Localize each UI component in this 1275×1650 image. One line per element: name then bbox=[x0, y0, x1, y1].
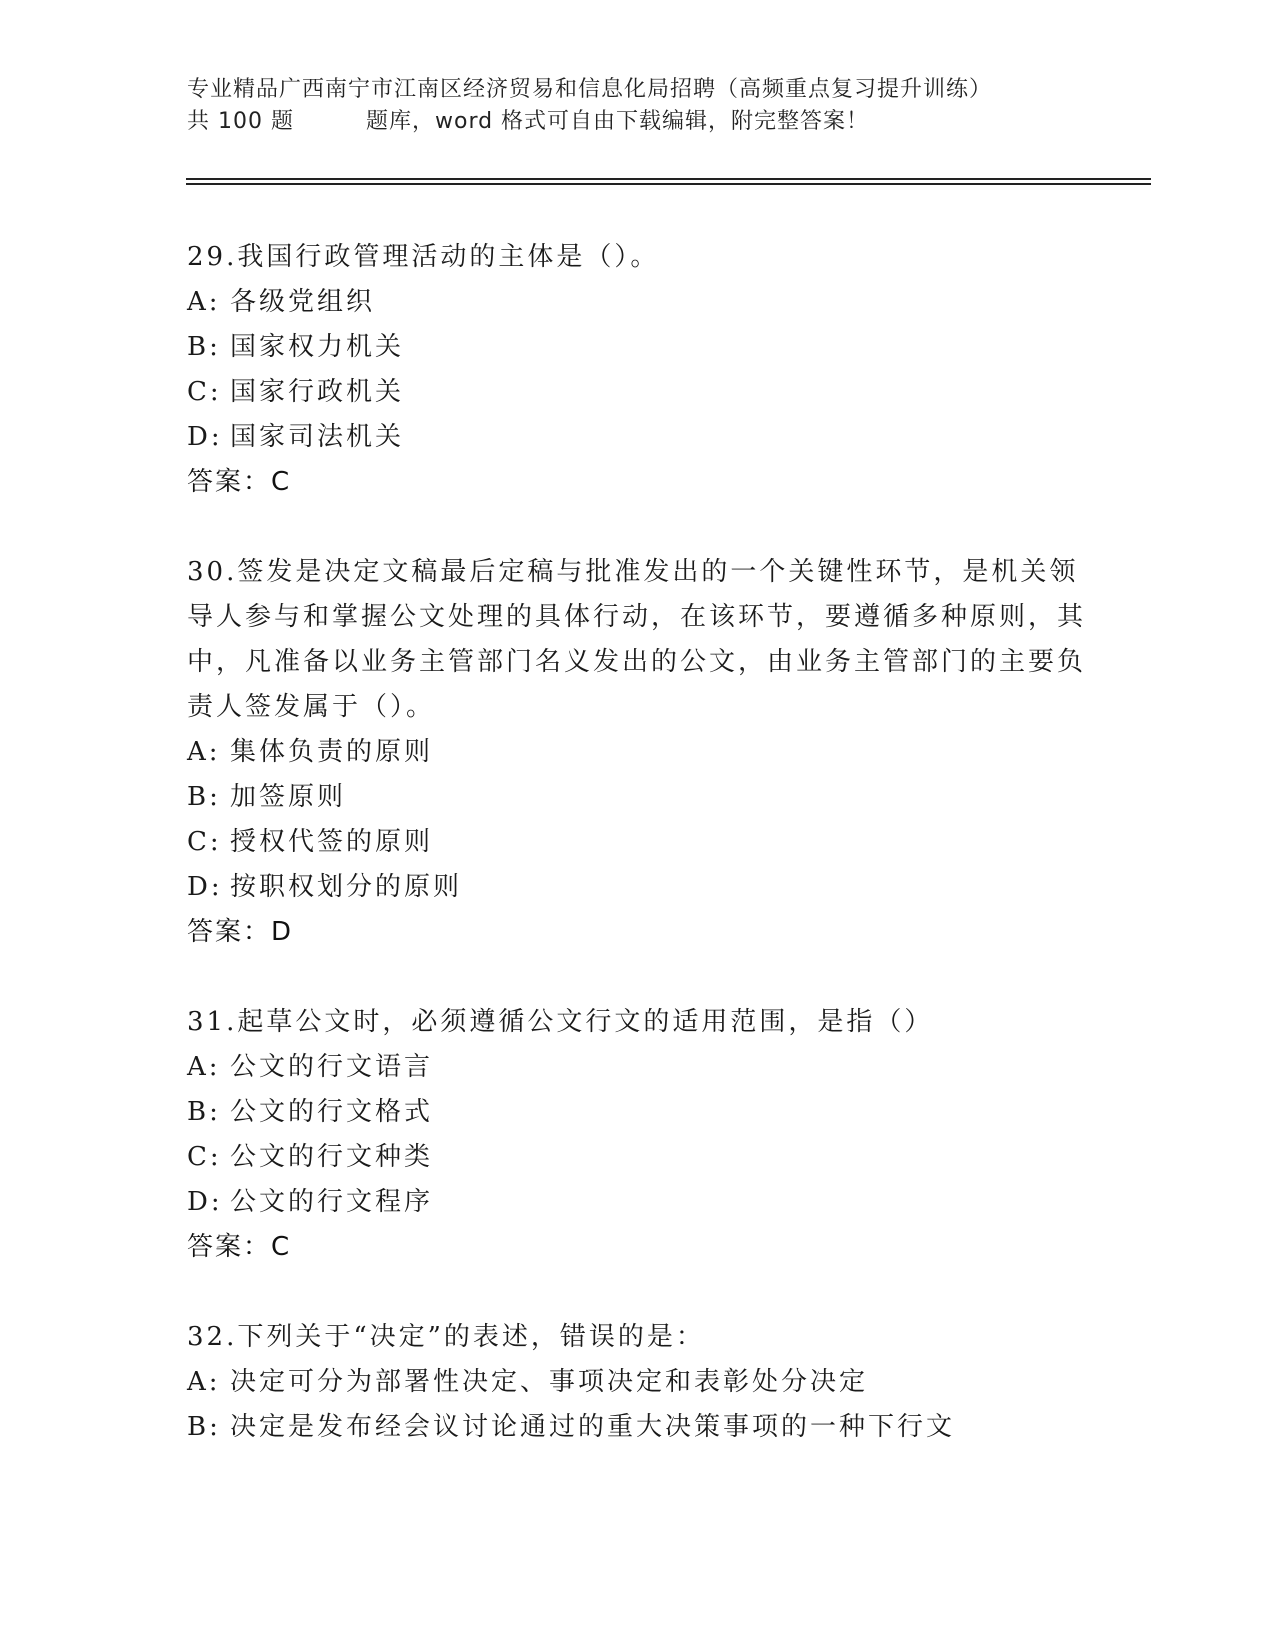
option-text: 国家司法机关 bbox=[230, 422, 405, 452]
option-text: 决定是发布经会议讨论通过的重大决策事项的一种下行文 bbox=[230, 1412, 956, 1442]
option-text: 集体负责的原则 bbox=[230, 737, 434, 767]
header-title: 专业精品广西南宁市江南区经济贸易和信息化局招聘（高频重点复习提升训练） bbox=[187, 77, 993, 102]
option-key: B: bbox=[187, 1097, 221, 1127]
option-key: A: bbox=[187, 737, 221, 767]
option-b bbox=[187, 325, 1087, 370]
option-text: 决定可分为部署性决定、事项决定和表彰处分决定 bbox=[230, 1367, 869, 1397]
option-a bbox=[187, 730, 1087, 775]
answer-line: 答案：C bbox=[187, 467, 292, 497]
option-a bbox=[187, 280, 1087, 325]
option-key: A: bbox=[187, 287, 221, 317]
option-key: B: bbox=[187, 782, 221, 812]
option-key: D: bbox=[187, 872, 223, 902]
option-key: D: bbox=[187, 422, 223, 452]
option-text: 按职权划分的原则 bbox=[230, 872, 463, 902]
option-text: 公文的行文种类 bbox=[230, 1142, 434, 1172]
option-text: 加签原则 bbox=[230, 782, 347, 812]
question-32 bbox=[187, 1315, 1087, 1450]
option-key: C: bbox=[187, 377, 222, 407]
question-text: 32.下列关于“决定”的表述，错误的是： bbox=[187, 1322, 705, 1352]
option-text: 公文的行文程序 bbox=[230, 1187, 434, 1217]
question-list bbox=[187, 235, 1087, 1495]
option-c bbox=[187, 370, 1087, 415]
option-text: 公文的行文语言 bbox=[230, 1052, 434, 1082]
option-a bbox=[187, 1045, 1087, 1090]
document-header bbox=[187, 74, 1107, 138]
question-count: 共 100 题 bbox=[187, 109, 294, 134]
option-key: D: bbox=[187, 1187, 223, 1217]
option-d bbox=[187, 1180, 1087, 1225]
option-c bbox=[187, 1135, 1087, 1180]
option-key: A: bbox=[187, 1367, 221, 1397]
question-text: 30.签发是决定文稿最后定稿与批准发出的一个关键性环节，是机关领导人参与和掌握公文处理的具体行动，在该环节，要遵循多种原则，其中，凡准备以业务主管部门名义发出的公文，由业务主管部门的主要负责人签发属于（）。 bbox=[187, 557, 1087, 722]
option-a bbox=[187, 1360, 1087, 1405]
option-b bbox=[187, 1090, 1087, 1135]
header-divider-bottom bbox=[186, 183, 1151, 185]
option-b bbox=[187, 1405, 1087, 1450]
option-key: B: bbox=[187, 1412, 221, 1442]
answer-line: 答案：C bbox=[187, 1232, 292, 1262]
answer-line: 答案：D bbox=[187, 917, 294, 947]
question-30 bbox=[187, 550, 1087, 955]
question-29 bbox=[187, 235, 1087, 505]
option-text: 授权代签的原则 bbox=[230, 827, 434, 857]
header-note: 题库，word 格式可自由下载编辑，附完整答案！ bbox=[365, 109, 870, 134]
option-key: C: bbox=[187, 1142, 222, 1172]
option-d bbox=[187, 865, 1087, 910]
option-key: B: bbox=[187, 332, 221, 362]
option-text: 国家权力机关 bbox=[230, 332, 405, 362]
option-d bbox=[187, 415, 1087, 460]
header-divider-top bbox=[186, 178, 1151, 180]
option-key: C: bbox=[187, 827, 222, 857]
option-c bbox=[187, 820, 1087, 865]
question-31 bbox=[187, 1000, 1087, 1270]
question-text: 31.起草公文时，必须遵循公文行文的适用范围，是指（） bbox=[187, 1007, 934, 1037]
option-text: 国家行政机关 bbox=[230, 377, 405, 407]
option-text: 公文的行文格式 bbox=[230, 1097, 434, 1127]
option-key: A: bbox=[187, 1052, 221, 1082]
option-b bbox=[187, 775, 1087, 820]
question-text: 29.我国行政管理活动的主体是（）。 bbox=[187, 242, 660, 272]
header-subtitle bbox=[187, 106, 1107, 138]
option-text: 各级党组织 bbox=[230, 287, 376, 317]
